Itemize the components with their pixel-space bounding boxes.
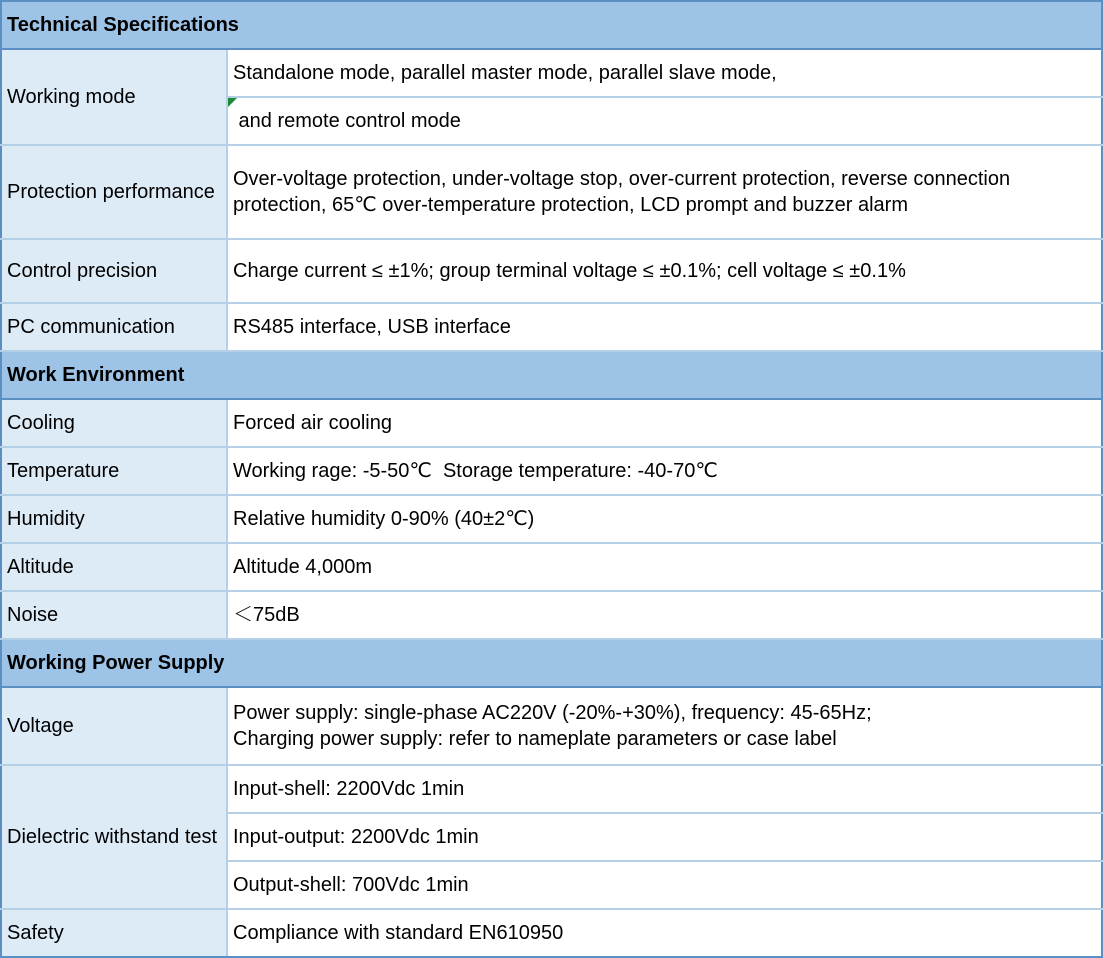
row-label: PC communication: [1, 303, 227, 351]
table-row: [1, 495, 1102, 543]
section-title: Technical Specifications: [1, 1, 1102, 49]
row-value: Input-output: 2200Vdc 1min: [227, 813, 1102, 861]
row-value: Altitude 4,000m: [227, 543, 1102, 591]
row-value: Relative humidity 0-90% (40±2℃): [227, 495, 1102, 543]
row-value: ＜75dB: [227, 591, 1102, 639]
table-row: [1, 687, 1102, 765]
table-row: [1, 239, 1102, 303]
table-row: [1, 543, 1102, 591]
row-label: Working mode: [1, 49, 227, 145]
section-title: Working Power Supply: [1, 639, 1102, 687]
row-value: Charge current ≤ ±1%; group terminal voltage ≤ ±0.1%; cell voltage ≤ ±0.1%: [227, 239, 1102, 303]
row-label: Voltage: [1, 687, 227, 765]
section-header-row: [1, 351, 1102, 399]
row-label: Dielectric withstand test: [1, 765, 227, 909]
row-value: Compliance with standard EN610950: [227, 909, 1102, 957]
row-value: Over-voltage protection, under-voltage stop, over-current protection, reverse connection protection, 65℃ over-temperature protection, LCD prompt and buzzer alarm: [227, 145, 1102, 239]
row-label: Safety: [1, 909, 227, 957]
row-label: Cooling: [1, 399, 227, 447]
section-header-row: [1, 639, 1102, 687]
row-label: Noise: [1, 591, 227, 639]
row-value: Output-shell: 700Vdc 1min: [227, 861, 1102, 909]
row-label: Temperature: [1, 447, 227, 495]
row-label: Altitude: [1, 543, 227, 591]
cell-comment-marker: [228, 98, 237, 107]
section-header-row: [1, 1, 1102, 49]
row-label: Humidity: [1, 495, 227, 543]
table-row: [1, 765, 1102, 813]
row-value: Power supply: single-phase AC220V (-20%-+30%), frequency: 45-65Hz; Charging power supply: refer to nameplate parameters or case label: [227, 687, 1102, 765]
table-row: [1, 303, 1102, 351]
row-label: Control precision: [1, 239, 227, 303]
table-row: [1, 399, 1102, 447]
row-value: Standalone mode, parallel master mode, parallel slave mode,: [227, 49, 1102, 97]
table-row: [1, 447, 1102, 495]
table-row: [1, 591, 1102, 639]
table-row: [1, 909, 1102, 957]
row-label: Protection performance: [1, 145, 227, 239]
row-value: Working rage: -5-50℃ Storage temperature: -40-70℃: [227, 447, 1102, 495]
table-row: [1, 145, 1102, 239]
row-value: RS485 interface, USB interface: [227, 303, 1102, 351]
row-value: and remote control mode: [227, 97, 1102, 145]
row-value: Forced air cooling: [227, 399, 1102, 447]
table-row: [1, 49, 1102, 97]
row-value: Input-shell: 2200Vdc 1min: [227, 765, 1102, 813]
section-title: Work Environment: [1, 351, 1102, 399]
